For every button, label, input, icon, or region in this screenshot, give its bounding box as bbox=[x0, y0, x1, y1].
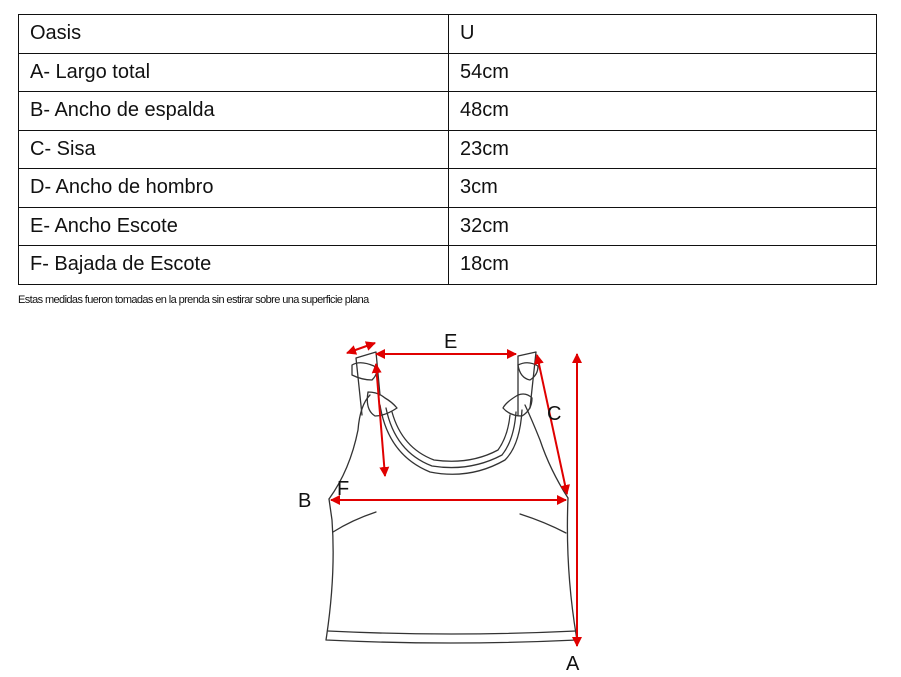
measure-label: D- Ancho de hombro bbox=[19, 169, 449, 208]
measure-value: 48cm bbox=[449, 92, 877, 131]
measure-value: 3cm bbox=[449, 169, 877, 208]
measurement-note: Estas medidas fueron tomadas en la prenda sin estirar sobre una superficie plana bbox=[18, 294, 369, 306]
garment-body bbox=[326, 498, 577, 643]
left-bow-knot bbox=[352, 363, 377, 380]
neckline-inner bbox=[392, 412, 510, 461]
measure-value: 54cm bbox=[449, 53, 877, 92]
measure-label: F- Bajada de Escote bbox=[19, 246, 449, 285]
label-e: E bbox=[444, 331, 458, 353]
table-header-name: Oasis bbox=[19, 15, 449, 54]
measure-label: C- Sisa bbox=[19, 130, 449, 169]
arrow-d-shoulder-width bbox=[347, 343, 375, 353]
label-a: A bbox=[566, 653, 580, 675]
label-c: C bbox=[547, 403, 562, 425]
measure-label: A- Largo total bbox=[19, 53, 449, 92]
measure-value: 18cm bbox=[449, 246, 877, 285]
label-f: F bbox=[337, 478, 350, 500]
neckline-middle bbox=[386, 408, 516, 468]
hem-band bbox=[328, 631, 576, 634]
measure-value: 32cm bbox=[449, 207, 877, 246]
measure-label: E- Ancho Escote bbox=[19, 207, 449, 246]
tank-top-outline bbox=[326, 352, 577, 643]
table-header-size: U bbox=[449, 15, 877, 54]
left-armhole bbox=[329, 395, 370, 499]
neckline-outer bbox=[380, 405, 522, 474]
right-side-curve bbox=[520, 514, 566, 533]
measure-label: B- Ancho de espalda bbox=[19, 92, 449, 131]
right-strap bbox=[518, 352, 536, 415]
label-b: B bbox=[298, 490, 312, 512]
left-side-curve bbox=[333, 512, 376, 532]
measure-value: 23cm bbox=[449, 130, 877, 169]
measurement-arrows bbox=[331, 343, 577, 646]
